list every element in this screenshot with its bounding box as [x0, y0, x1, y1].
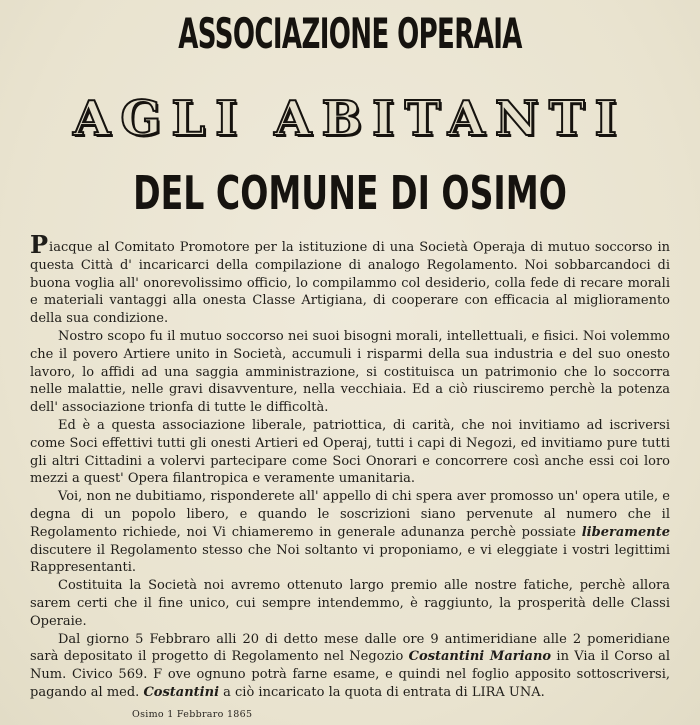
paragraph-2: Nostro scopo fu il mutuo soccorso nei suoi bisogni morali, intellettuali, e fisici. Noi volemmo che il povero Artiere unito in Società, accumuli i risparmi della sua industria e del suo onesto lavoro, lo affidi ad una saggia amministrazione, si costituisca un patrimonio che lo soccorra nelle malattie, nelle gravi disavventure, nella vecchiaia. Ed a ciò riusciremo perchè la potenza dell' associazione trionfa di tutte le difficoltà.	[30, 328, 670, 416]
paragraph-4	[30, 488, 670, 577]
shop-owner-name: Costantini Mariano	[408, 649, 552, 665]
paragraph-4-italic: liberamente	[581, 524, 670, 540]
paragraph-1	[30, 230, 670, 328]
proclamation-body	[30, 230, 670, 702]
drop-cap: P	[30, 230, 49, 259]
signature-date: Osimo 1 Febbraro 1865	[132, 709, 253, 720]
paragraph-3: Ed è a questa associazione liberale, patriottica, di carità, che noi invitiamo ad iscriversi come Soci effettivi tutti gli onesti Artieri ed Operaj, tutti i capi di Negozi, ed invitiamo pure tutti gli altri Cittadini a volervi partecipare come Soci Onorari e concorrere così anche essi coi loro mezzi a quest' Opera filantropica e veramente umanitaria.	[30, 417, 670, 487]
paragraph-6-text-c: a ciò incaricato la quota di entrata di LIRA UNA.	[219, 684, 545, 700]
paragraph-4-text-b: discutere il Regolamento stesso che Noi soltanto vi proponiamo, e vi eleggiate i vostri legittimi Rappresentanti.	[30, 542, 670, 576]
paragraph-6-text-b: in Via il Corso al Num. Civico 569. F ove ognuno potrà farne esame, e quindi nel foglio apposito sottoscriversi, pagando al med.	[30, 649, 670, 700]
paragraph-6	[30, 631, 670, 702]
paragraph-5: Costituita la Società noi avremo ottenuto largo premio alle nostre fatiche, perchè allora sarem certi che il fine unico, cui sempre intendemmo, è raggiunto, la prosperità delle Classi Operaie.	[30, 578, 670, 629]
headline-association: ASSOCIAZIONE OPERAIA	[178, 9, 522, 58]
paragraph-4-text-a: Voi, non ne dubitiamo, risponderete all' appello di chi spera aver promosso un' opera utile, e degna di un popolo libero, e quando le soscrizioni siano pervenute al numero che il Regolamento richiede, noi Vi chiameremo in generale adunanza perchè possiate	[30, 489, 670, 540]
paragraph-1-text: iacque al Comitato Promotore per la istituzione di una Società Operaja di mutuo soccorso in questa Città d' incaricarci della compilazione di analogo Regolamento. Noi sobbarcandoci di buona voglia all' onorevolissimo officio, lo compilammo col desiderio, colla fede di recare morali e materiali vantaggi alla onesta Classe Artigiana, di cooperare con efficacia al miglioramento della sua condizione.	[30, 240, 670, 327]
headline-municipality: DEL COMUNE DI OSIMO	[133, 166, 567, 220]
headline-address: AGLI ABITANTI	[73, 91, 627, 147]
paragraph-6-text-a: Dal giorno 5 Febbraro alli 20 di detto mese dalle ore 9 antimeridiane alle 2 pomeridiane sarà depositato il progetto di Regolamento nel Negozio	[30, 631, 670, 665]
shop-owner-surname: Costantini	[143, 684, 220, 700]
